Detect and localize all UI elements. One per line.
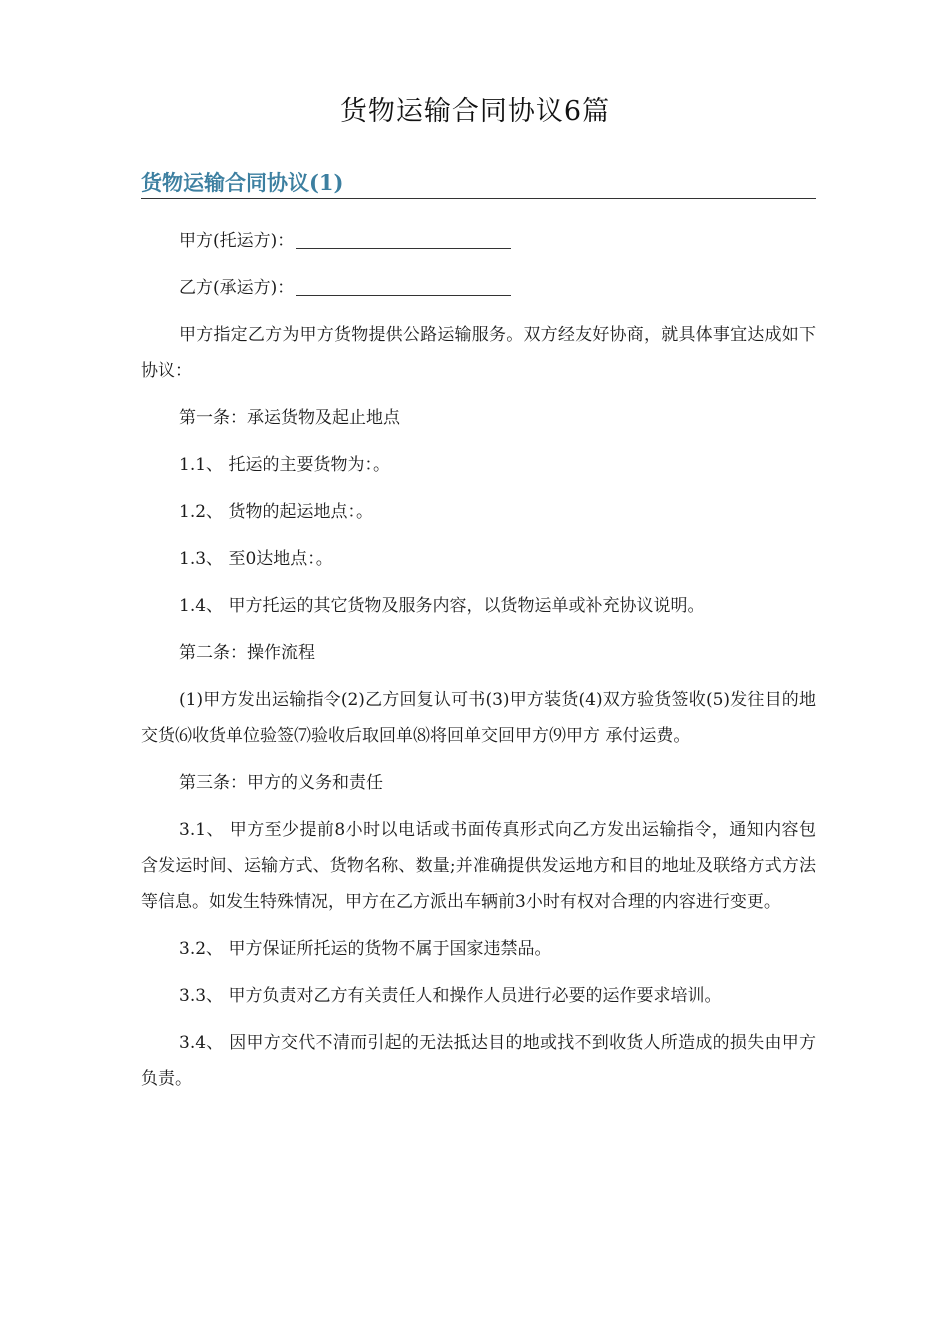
- party-b-line: [141, 270, 816, 306]
- clause-3-2: 3.2、 甲方保证所托运的货物不属于国家违禁品。: [179, 939, 552, 959]
- clause-3-1: 3.1、 甲方至少提前8小时以电话或书面传真形式向乙方发出运输指令，通知内容包含发运时间、运输方式、货物名称、数量;并准确提供发运地方和目的地址及联络方式方法等信息。如发生特殊情况，甲方在乙方派出车辆前3小时有权对合理的内容进行变更。: [141, 820, 816, 912]
- article-1-heading: 第一条：承运货物及起止地点: [179, 408, 400, 428]
- clause-3-3: 3.3、 甲方负责对乙方有关责任人和操作人员进行必要的运作要求培训。: [179, 986, 722, 1006]
- party-a-blank-field: [296, 228, 511, 249]
- section-heading: 货物运输合同协议(1): [141, 168, 816, 199]
- clause-3-4: 3.4、 因甲方交代不清而引起的无法抵达目的地或找不到收货人所造成的损失由甲方负责。: [141, 1033, 816, 1089]
- article-2-heading: 第二条：操作流程: [179, 643, 315, 663]
- party-a-label: 甲方(托运方)：: [179, 231, 295, 251]
- document-title: 货物运输合同协议6篇: [339, 96, 611, 127]
- party-a-line: [141, 223, 816, 259]
- clause-1-1: 1.1、 托运的主要货物为：。: [179, 455, 390, 475]
- party-b-label: 乙方(承运方)：: [179, 278, 295, 298]
- article-3-heading: 第三条：甲方的义务和责任: [179, 773, 383, 793]
- clause-1-4: 1.4、 甲方托运的其它货物及服务内容，以货物运单或补充协议说明。: [179, 596, 705, 616]
- document-body: [141, 223, 816, 1108]
- process-steps: (1)甲方发出运输指令(2)乙方回复认可书(3)甲方装货(4)双方验货签收(5)发往目的地交货⑹收货单位验签⑺验收后取回单⑻将回单交回甲方⑼甲方 承付运费。: [141, 690, 816, 746]
- clause-1-2: 1.2、 货物的起运地点：。: [179, 502, 373, 522]
- clause-1-3: 1.3、 至0达地点：。: [179, 549, 333, 569]
- paragraph-intro: 甲方指定乙方为甲方货物提供公路运输服务。双方经友好协商，就具体事宜达成如下协议：: [141, 325, 816, 381]
- party-b-blank-field: [296, 275, 511, 296]
